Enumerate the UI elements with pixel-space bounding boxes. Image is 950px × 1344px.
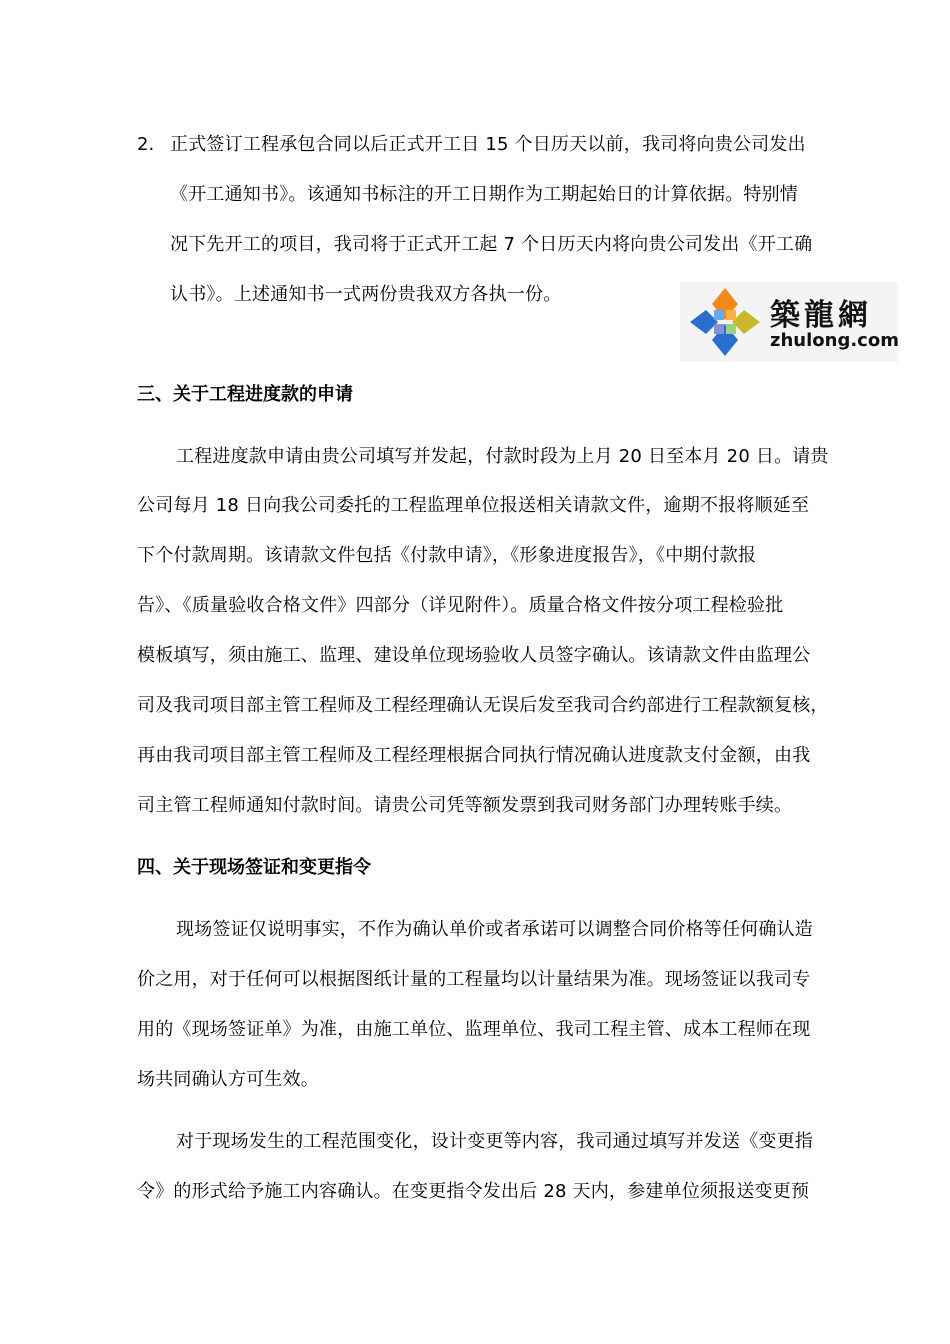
section3-line: 司主管工程师通知付款时间。请贵公司凭等额发票到我司财务部门办理转账手续。 xyxy=(137,795,793,816)
section3-line: 模板填写，须由施工、监理、建设单位现场验收人员签字确认。该请款文件由监理公 xyxy=(137,645,811,666)
section4-para1-line: 用的《现场签证单》为准，由施工单位、监理单位、我司工程主管、成本工程师在现 xyxy=(137,1019,811,1040)
section4-para2-line: 令》的形式给予施工内容确认。在变更指令发出后 28 天内，参建单位须报送变更预 xyxy=(137,1181,810,1202)
section4-heading: 四、关于现场签证和变更指令 xyxy=(137,857,371,878)
logo-domain-text: zhulong.com xyxy=(770,330,899,351)
section4-para1-line: 价之用，对于任何可以根据图纸计量的工程量均以计量结果为准。现场签证以我司专 xyxy=(137,969,811,990)
section4-para2-line: 对于现场发生的工程范围变化，设计变更等内容，我司通过填写并发送《变更指 xyxy=(176,1131,813,1152)
zhulong-logo xyxy=(680,282,898,362)
item2-line-4: 认书》。上述通知书一式两份贵我双方各执一份。 xyxy=(170,284,562,305)
section3-line: 工程进度款申请由贵公司填写并发起，付款时段为上月 20 日至本月 20 日。请贵 xyxy=(176,446,829,467)
item2-line-2: 《开工通知书》。该通知书标注的开工日期作为工期起始日的计算依据。特别情 xyxy=(170,184,798,205)
section3-heading: 三、关于工程进度款的申请 xyxy=(137,384,353,405)
section3-line: 公司每月 18 日向我公司委托的工程监理单位报送相关请款文件，逾期不报将顺延至 xyxy=(137,495,810,516)
section4-para1-line: 现场签证仅说明事实，不作为确认单价或者承诺可以调整合同价格等任何确认造 xyxy=(176,919,813,940)
item2-line-1: 正式签订工程承包合同以后正式开工日 15 个日历天以前，我司将向贵公司发出 xyxy=(170,134,806,155)
section3-line: 告》、《质量验收合格文件》四部分（详见附件）。质量合格文件按分项工程检验批 xyxy=(137,595,784,616)
logo-mark-icon xyxy=(686,286,764,358)
logo-chinese-text: 築龍網 xyxy=(770,298,872,333)
section4-para1-line: 场共同确认方可生效。 xyxy=(137,1069,319,1090)
section3-line: 再由我司项目部主管工程师及工程经理根据合同执行情况确认进度款支付金额，由我 xyxy=(137,745,811,766)
section3-line: 司及我司项目部主管工程师及工程经理确认无误后发至我司合约部进行工程款额复核， xyxy=(137,695,829,716)
item2-line-3: 况下先开工的项目，我司将于正式开工起 7 个日历天内将向贵公司发出《开工确 xyxy=(170,234,813,255)
section3-line: 下个付款周期。该请款文件包括《付款申请》，《形象进度报告》，《中期付款报 xyxy=(137,545,757,566)
list-number: 2. xyxy=(137,134,155,155)
